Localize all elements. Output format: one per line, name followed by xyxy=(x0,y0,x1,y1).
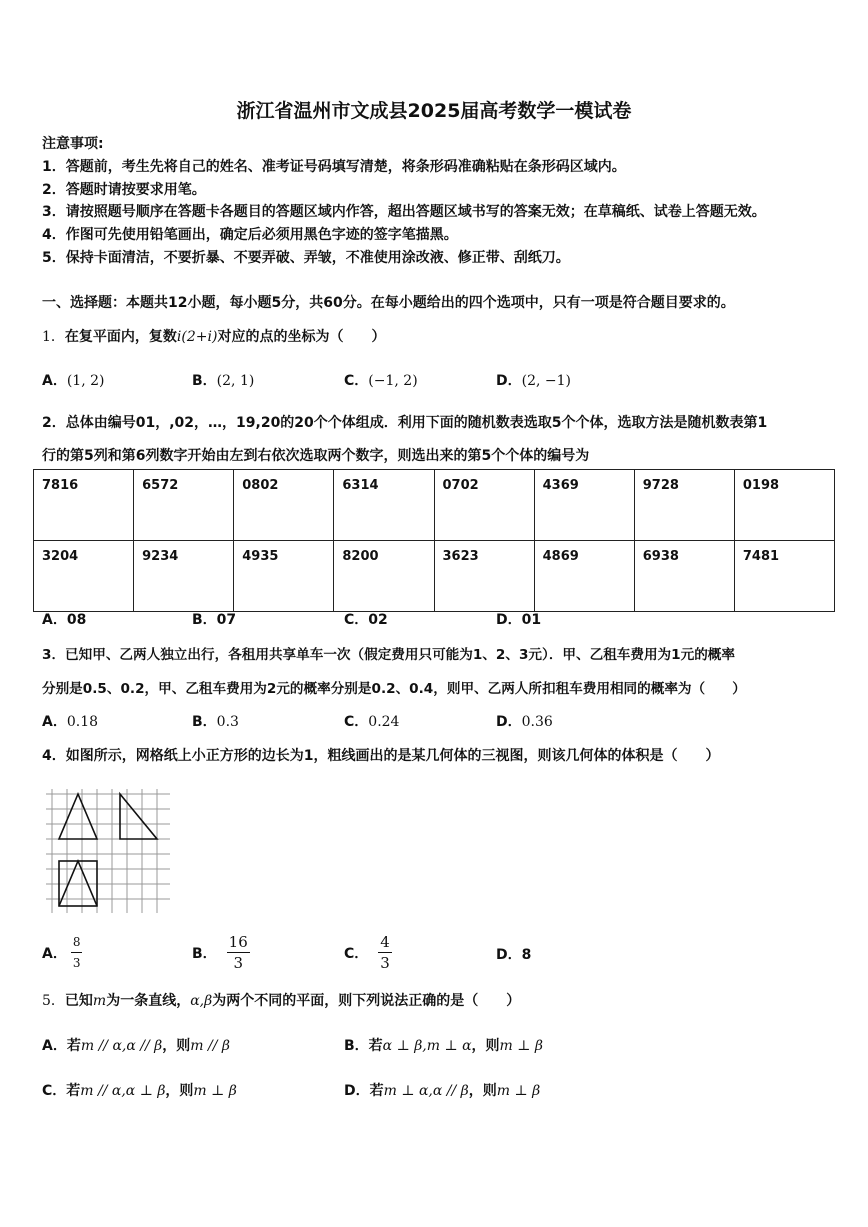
table-row xyxy=(34,541,835,612)
side-view xyxy=(120,794,157,839)
option-b[interactable]: B．(2, 1) xyxy=(192,373,255,389)
section-heading: 一、选择题：本题共12小题，每小题5分，共60分。在每小题给出的四个选项中，只有一项是符合题目要求的。 xyxy=(42,295,735,311)
option-c[interactable]: C．02 xyxy=(344,612,388,628)
question-text: 在复平面内，复数 xyxy=(64,329,177,345)
option-c[interactable]: C．0.24 xyxy=(344,714,400,730)
option-c[interactable]: C． $\frac{4}{3}$ xyxy=(344,933,390,972)
table-cell: 4369 xyxy=(534,470,634,541)
option-a[interactable]: A．(1, 2) xyxy=(42,373,105,389)
table-cell: 6938 xyxy=(634,541,734,612)
question-3-line1: 3．已知甲、乙两人独立出行，各租用共享单车一次（假定费用只可能为1、2、3元）．甲、乙租车费用为1元的概率 xyxy=(42,647,735,663)
option-a[interactable]: A．若m // α,α // β，则m // β xyxy=(42,1038,230,1054)
question-5: 5．已知m为一条直线，α,β为两个不同的平面，则下列说法正确的是（ ） xyxy=(42,993,521,1009)
question-1 xyxy=(42,326,385,346)
table-cell: 0198 xyxy=(734,470,834,541)
option-d[interactable]: D．0.36 xyxy=(496,714,553,730)
option-d[interactable]: D．8 xyxy=(496,947,532,963)
table-cell: 4935 xyxy=(234,541,334,612)
option-c[interactable]: C．若m // α,α ⊥ β，则m ⊥ β xyxy=(42,1083,237,1099)
page-title: 浙江省温州市文成县2025届高考数学一模试卷 xyxy=(236,100,632,122)
option-a[interactable]: A． $\frac{8}{3}$ xyxy=(42,932,82,973)
option-b[interactable]: B．0.3 xyxy=(192,714,239,730)
notice-item: 4．作图可先使用铅笔画出，确定后必须用黑色字迹的签字笔描黑。 xyxy=(42,227,458,243)
table-row xyxy=(34,470,835,541)
option-c[interactable]: C．(−1, 2) xyxy=(344,373,418,389)
table-cell: 3204 xyxy=(34,541,134,612)
question-3-line2: 分别是0.5、0.2，甲、乙租车费用为2元的概率分别是0.2、0.4，则甲、乙两人所扣租车费用相同的概率为（ ） xyxy=(42,681,746,697)
table-cell: 0802 xyxy=(234,470,334,541)
table-cell: 4869 xyxy=(534,541,634,612)
table-cell: 6572 xyxy=(134,470,234,541)
three-view-figure xyxy=(46,789,170,913)
option-b[interactable]: B．07 xyxy=(192,612,237,628)
notice-item: 2．答题时请按要求用笔。 xyxy=(42,182,206,198)
table-cell: 3623 xyxy=(434,541,534,612)
table-cell: 9234 xyxy=(134,541,234,612)
notice-heading: 注意事项: xyxy=(42,136,104,152)
table-cell: 9728 xyxy=(634,470,734,541)
option-d[interactable]: D．(2, −1) xyxy=(496,373,571,389)
front-view xyxy=(59,794,97,839)
notice-item: 5．保持卡面清洁，不要折暴、不要弄破、弄皱，不准使用涂改液、修正带、刮纸刀。 xyxy=(42,250,570,266)
math-expression: i(2+i) xyxy=(176,329,218,345)
option-d[interactable]: D．01 xyxy=(496,612,542,628)
question-number: 1． xyxy=(42,329,65,345)
question-text: 对应的点的坐标为（ ） xyxy=(217,329,386,345)
question-2-line2: 行的第5列和第6列数字开始由左到右依次选取两个数字，则选出来的第5个个体的编号为 xyxy=(42,448,590,464)
option-d[interactable]: D．若m ⊥ α,α // β，则m ⊥ β xyxy=(344,1083,541,1099)
question-4: 4．如图所示，网格纸上小正方形的边长为1，粗线画出的是某几何体的三视图，则该几何体的体积是（ ） xyxy=(42,748,720,764)
table-cell: 8200 xyxy=(334,541,434,612)
random-number-table xyxy=(33,469,835,612)
notice-item: 1．答题前，考生先将自己的姓名、准考证号码填写清楚，将条形码准确粘贴在条形码区域内。 xyxy=(42,159,626,175)
table-cell: 6314 xyxy=(334,470,434,541)
question-2-line1: 2．总体由编号01，,02，…，19,20的20个个体组成．利用下面的随机数表选取5个个体，选取方法是随机数表第1 xyxy=(42,415,768,431)
option-b[interactable]: B． $\frac{16}{3}$ xyxy=(192,933,248,972)
table-cell: 7481 xyxy=(734,541,834,612)
option-b[interactable]: B．若α ⊥ β,m ⊥ α，则m ⊥ β xyxy=(344,1038,543,1054)
table-cell: 0702 xyxy=(434,470,534,541)
notice-item: 3．请按照题号顺序在答题卡各题目的答题区域内作答，超出答题区域书写的答案无效；在草稿纸、试卷上答题无效。 xyxy=(42,204,766,220)
option-a[interactable]: A．0.18 xyxy=(42,714,99,730)
option-a[interactable]: A．08 xyxy=(42,612,87,628)
table-cell: 7816 xyxy=(34,470,134,541)
